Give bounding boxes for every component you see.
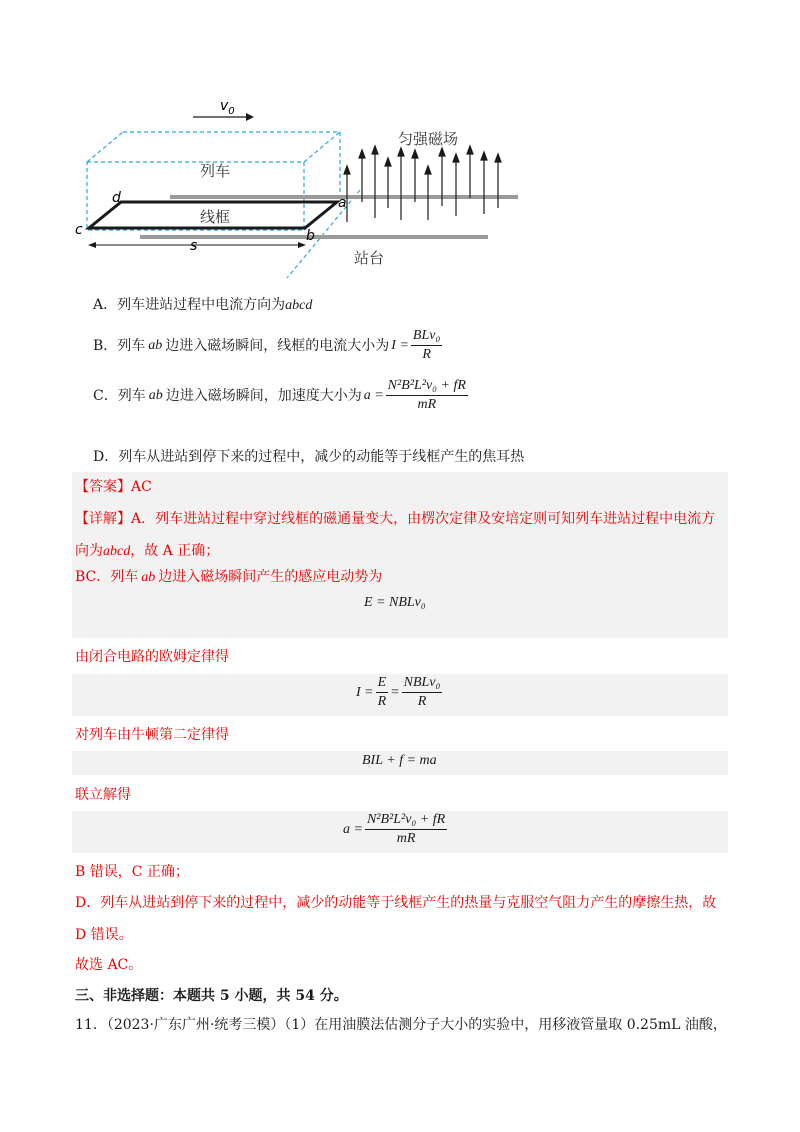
- option-c: C．列车 ab 边进入磁场瞬间，加速度大小为 a = $\frac{\text{N²B²L²v₀ + fR}}{mR}$: [93, 378, 466, 412]
- corner-d: d: [112, 190, 121, 206]
- option-b: B．列车 ab 边进入磁场瞬间，线框的电流大小为 I = $\frac{\text{BLv₀}}{R}$: [93, 328, 441, 362]
- train-outline: [87, 132, 360, 278]
- option-a: A．列车进站过程中电流方向为abcd: [93, 297, 313, 313]
- equation-result: a = $\frac{\text{N²B²L²v₀ + fR}}{mR}$: [343, 812, 446, 846]
- magnetic-field-arrows: [344, 146, 501, 222]
- ohm-text: 由闭合电路的欧姆定律得: [75, 649, 229, 665]
- question-11: 11．（2023·广东广州·统考三模）（1）在用油膜法估测分子大小的实验中，用移液管量取 0.25mL 油酸，: [75, 1017, 727, 1033]
- corner-c: c: [75, 222, 83, 238]
- corner-b: b: [306, 228, 315, 244]
- equation-current: I = $\frac{E}{R}$ = $\frac{\text{NBLv₀}}{R}$: [356, 675, 441, 709]
- answer-label: 【答案】AC: [75, 479, 152, 495]
- platform-label: 站台: [354, 249, 385, 267]
- option-c-fraction: $\frac{\text{N²B²L²v₀ + fR}}{mR}$: [387, 378, 466, 412]
- conclusion-text: 故选 AC。: [75, 957, 143, 973]
- solve-text: 联立解得: [75, 787, 131, 803]
- corner-a: a: [338, 195, 347, 211]
- train-label: 列车: [200, 162, 231, 180]
- section-heading: 三、非选择题：本题共 5 小题，共 54 分。: [75, 988, 348, 1004]
- detail-line-1: 【详解】A．列车进站过程中穿过线框的磁通量变大，由楞次定律及安培定则可知列车进站过程中电流方: [75, 511, 716, 527]
- physics-figure: [70, 90, 530, 280]
- newton-text: 对列车由牛顿第二定律得: [75, 727, 229, 743]
- velocity-label: $v_0$: [220, 98, 235, 117]
- equation-emf: E = NBLv₀: [364, 595, 426, 610]
- detail-line-2: 向为abcd，故 A 正确；: [75, 543, 220, 559]
- equation-newton: BIL + f = ma: [362, 753, 437, 768]
- b-wrong-text: B 错误，C 正确；: [75, 864, 189, 880]
- bc-line: BC．列车 ab 边进入磁场瞬间产生的感应电动势为: [75, 569, 383, 585]
- d-line-1: D．列车从进站到停下来的过程中，减少的动能等于线框产生的热量与克服空气阻力产生的摩擦生热，故: [75, 895, 717, 911]
- d-line-2: D 错误。: [75, 927, 133, 943]
- option-d: D．列车从进站到停下来的过程中，减少的动能等于线框产生的焦耳热: [93, 449, 525, 465]
- field-label: 匀强磁场: [398, 130, 459, 148]
- option-b-fraction: $\frac{\text{BLv₀}}{R}$: [412, 328, 441, 362]
- coil-label: 线框: [200, 208, 231, 226]
- length-label: s: [190, 238, 198, 254]
